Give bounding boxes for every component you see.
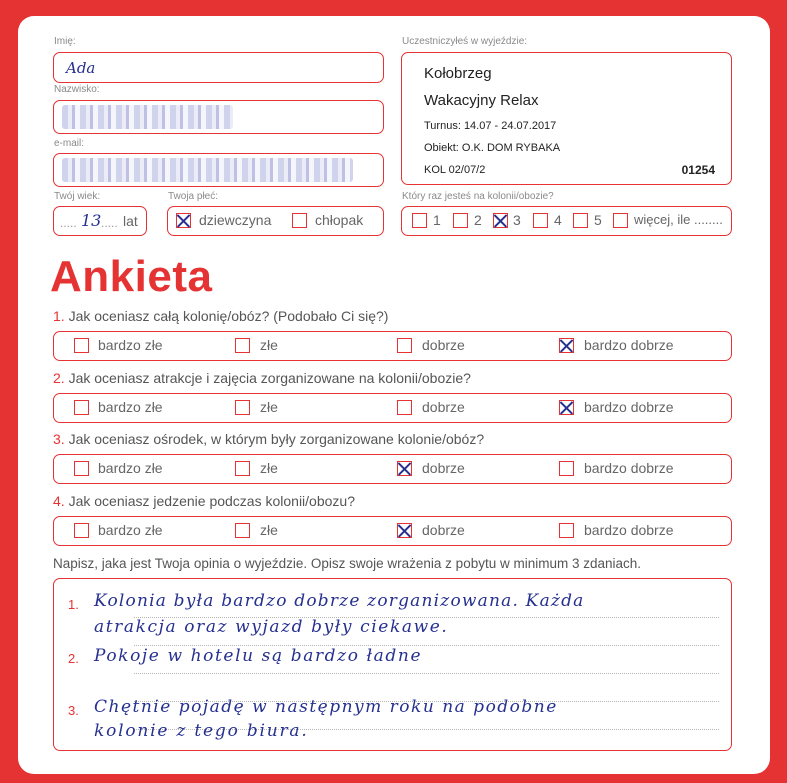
question-4-options <box>53 516 732 546</box>
q2-checkbox-bad[interactable] <box>235 400 250 415</box>
age-unit: lat <box>123 213 138 229</box>
q4-option-bad: złe <box>260 522 278 538</box>
question-1-number: 1. <box>53 308 65 324</box>
q1-checkbox-very-bad[interactable] <box>74 338 89 353</box>
question-1 <box>53 308 388 324</box>
sex-option-girl: dziewczyna <box>199 212 272 228</box>
q3-checkbox-very-bad[interactable] <box>74 461 89 476</box>
trip-label: Uczestniczyłeś w wyjeździe: <box>402 36 528 47</box>
opinion-text-4: Chętnie pojadę w następnym roku na podobne <box>94 697 558 717</box>
times-option-more: więcej, ile ........ <box>634 212 723 227</box>
question-4-text: Jak oceniasz jedzenie podczas kolonii/obozu? <box>68 493 355 509</box>
q2-option-very-bad: bardzo złe <box>98 399 163 415</box>
sex-checkbox-girl[interactable] <box>176 213 191 228</box>
question-4-number: 4. <box>53 493 65 509</box>
q4-checkbox-bad[interactable] <box>235 523 250 538</box>
times-option-1: 1 <box>433 212 441 228</box>
surname-label: Nazwisko: <box>54 84 100 95</box>
age-dots-2: ..... <box>101 216 118 230</box>
question-3-options <box>53 454 732 484</box>
q2-checkbox-very-good[interactable] <box>559 400 574 415</box>
q3-option-good: dobrze <box>422 460 465 476</box>
times-option-4: 4 <box>554 212 562 228</box>
opinion-text-3: Pokoje w hotelu są bardzo ładne <box>94 646 423 666</box>
times-checkbox-3[interactable] <box>493 213 508 228</box>
age-value: 13 <box>81 211 102 230</box>
times-checkbox-1[interactable] <box>412 213 427 228</box>
times-option-3: 3 <box>513 212 521 228</box>
times-option-2: 2 <box>474 212 482 228</box>
q3-checkbox-bad[interactable] <box>235 461 250 476</box>
times-checkbox-4[interactable] <box>533 213 548 228</box>
surname-field[interactable] <box>53 100 384 134</box>
opinion-prompt: Napisz, jaka jest Twoja opinia o wyjeździe. Opisz swoje wrażenia z pobytu w minimum 3 zdaniach. <box>53 556 642 571</box>
q1-option-bad: złe <box>260 337 278 353</box>
question-3-number: 3. <box>53 431 65 447</box>
opinion-text-2: atrakcja oraz wyjazd były ciekawe. <box>94 617 449 637</box>
trip-number: 01254 <box>681 163 715 177</box>
times-label: Który raz jesteś na kolonii/obozie? <box>402 191 554 202</box>
opinion-text-1: Kolonia była bardzo dobrze zorganizowana. Każda <box>94 591 585 611</box>
name-value: Ada <box>66 59 96 77</box>
q4-checkbox-good[interactable] <box>397 523 412 538</box>
trip-city: Kołobrzeg <box>424 65 492 82</box>
trip-box <box>401 52 732 185</box>
name-label: Imię: <box>54 36 76 47</box>
age-dots: ..... <box>60 216 77 230</box>
opinion-box[interactable] <box>53 578 732 751</box>
survey-sheet <box>18 16 770 774</box>
q3-option-very-bad: bardzo złe <box>98 460 163 476</box>
question-3-text: Jak oceniasz ośrodek, w którym były zorganizowane kolonie/obóz? <box>68 431 485 447</box>
times-checkbox-more[interactable] <box>613 213 628 228</box>
question-2-number: 2. <box>53 370 65 386</box>
question-1-options <box>53 331 732 361</box>
email-field[interactable] <box>53 153 384 187</box>
name-field[interactable] <box>53 52 384 83</box>
q2-option-good: dobrze <box>422 399 465 415</box>
times-field <box>401 206 732 236</box>
redacted-surname <box>62 105 233 129</box>
times-checkbox-5[interactable] <box>573 213 588 228</box>
question-2 <box>53 370 471 386</box>
q2-option-very-good: bardzo dobrze <box>584 399 674 415</box>
sex-option-boy: chłopak <box>315 212 364 228</box>
age-label: Twój wiek: <box>54 191 101 202</box>
sex-checkbox-boy[interactable] <box>292 213 307 228</box>
times-checkbox-2[interactable] <box>453 213 468 228</box>
question-2-text: Jak oceniasz atrakcje i zajęcia zorganizowane na kolonii/obozie? <box>68 370 471 386</box>
redacted-email <box>62 158 353 182</box>
opinion-number-3: 3. <box>68 703 79 718</box>
q2-checkbox-good[interactable] <box>397 400 412 415</box>
q4-checkbox-very-good[interactable] <box>559 523 574 538</box>
question-3 <box>53 431 484 447</box>
q3-option-very-good: bardzo dobrze <box>584 460 674 476</box>
question-4 <box>53 493 355 509</box>
q4-option-very-bad: bardzo złe <box>98 522 163 538</box>
opinion-line-3 <box>134 673 719 674</box>
age-field[interactable] <box>53 206 147 236</box>
q3-option-bad: złe <box>260 460 278 476</box>
q1-option-very-bad: bardzo złe <box>98 337 163 353</box>
question-2-options <box>53 393 732 423</box>
q2-option-bad: złe <box>260 399 278 415</box>
opinion-number-2: 2. <box>68 651 79 666</box>
question-1-text: Jak oceniasz całą kolonię/obóz? (Podobało Ci się?) <box>68 308 389 324</box>
trip-name: Wakacyjny Relax <box>424 92 539 109</box>
q4-checkbox-very-bad[interactable] <box>74 523 89 538</box>
q3-checkbox-very-good[interactable] <box>559 461 574 476</box>
q1-option-very-good: bardzo dobrze <box>584 337 674 353</box>
times-option-5: 5 <box>594 212 602 228</box>
q4-option-very-good: bardzo dobrze <box>584 522 674 538</box>
q1-checkbox-bad[interactable] <box>235 338 250 353</box>
opinion-text-5: kolonie z tego biura. <box>94 721 309 741</box>
sex-field <box>167 206 384 236</box>
q3-checkbox-good[interactable] <box>397 461 412 476</box>
q1-option-good: dobrze <box>422 337 465 353</box>
sex-label: Twoja płeć: <box>168 191 219 202</box>
opinion-number-1: 1. <box>68 597 79 612</box>
q2-checkbox-very-bad[interactable] <box>74 400 89 415</box>
email-label: e-mail: <box>54 138 85 149</box>
trip-turnus: Turnus: 14.07 - 24.07.2017 <box>424 120 557 132</box>
survey-title: Ankieta <box>50 252 213 301</box>
q1-checkbox-good[interactable] <box>397 338 412 353</box>
q1-checkbox-very-good[interactable] <box>559 338 574 353</box>
q4-option-good: dobrze <box>422 522 465 538</box>
trip-code: KOL 02/07/2 <box>424 164 486 176</box>
trip-obiekt: Obiekt: O.K. DOM RYBAKA <box>424 142 561 154</box>
